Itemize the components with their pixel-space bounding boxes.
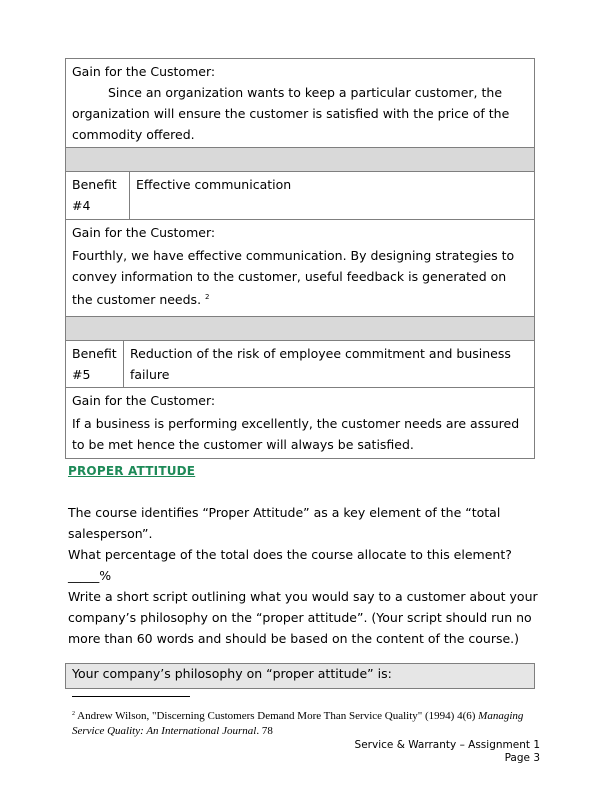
- benefit-5-title: Reduction of the risk of employee commitment and business failure: [130, 346, 511, 382]
- gain-text-3: If a business is performing excellently, the customer needs are assured to be met hence the customer will always be satisfied.: [72, 416, 520, 452]
- benefit-4-label: Benefit #4: [66, 172, 130, 219]
- answer-prompt: Your company’s philosophy on “proper attitude” is:: [72, 666, 392, 681]
- benefits-table: [65, 58, 535, 459]
- spacer-row-1: [66, 148, 535, 172]
- section-heading: PROPER ATTITUDE: [68, 464, 196, 478]
- gain-text-2: Fourthly, we have effective communication. By designing strategies to convey information to the customer, useful feedback is generated on the customer needs.: [72, 248, 515, 307]
- gain-row-1: [66, 59, 535, 148]
- footnote-text: Andrew Wilson, "Discerning Customers Demand More Than Service Quality" (1994) 4(6): [77, 710, 479, 722]
- gain-text-1: Since an organization wants to keep a particular customer, the organization will ensure the customer is satisfied with the price of the commodity offered.: [72, 85, 510, 142]
- gain-cell-2: [66, 220, 535, 317]
- answer-box[interactable]: [65, 663, 535, 689]
- footnote-ref-2: 2: [205, 293, 210, 301]
- paragraph-script-instructions: Write a short script outlining what you would say to a customer about your company’s philosophy on the “proper attitude”. (Your script should run no more than 60 words and should be based on the content of the course.): [68, 589, 538, 646]
- section-body: [68, 502, 543, 649]
- footer-page-number: Page 3: [504, 752, 540, 764]
- page-footer: [355, 739, 540, 765]
- benefit-5-row: [66, 341, 535, 388]
- gain-row-2: [66, 220, 535, 317]
- spacer-row-2: [66, 317, 535, 341]
- gain-cell-3: [66, 388, 535, 459]
- benefit-4-row: [66, 172, 535, 220]
- footer-title: Service & Warranty – Assignment 1: [354, 739, 540, 751]
- gain-label-2: Gain for the Customer:: [72, 225, 216, 240]
- gain-cell-1: [66, 59, 535, 148]
- paragraph-course-identifies: The course identifies “Proper Attitude” as a key element of the “total salesperson”.: [68, 505, 501, 541]
- gain-label-1: Gain for the Customer:: [72, 64, 216, 79]
- paragraph-percentage-question: What percentage of the total does the course allocate to this element? _____%: [68, 547, 512, 583]
- footnote: [72, 707, 542, 739]
- benefit-4-title: Effective communication: [136, 177, 292, 192]
- footnote-page: . 78: [256, 725, 273, 737]
- footnote-number: 2: [72, 711, 75, 717]
- footnote-journal: Managing Service Quality: An International Journal: [72, 710, 524, 737]
- gain-label-3: Gain for the Customer:: [72, 393, 216, 408]
- footnote-separator: [72, 696, 190, 697]
- gain-row-3: [66, 388, 535, 459]
- benefit-5-label: Benefit #5: [66, 341, 124, 387]
